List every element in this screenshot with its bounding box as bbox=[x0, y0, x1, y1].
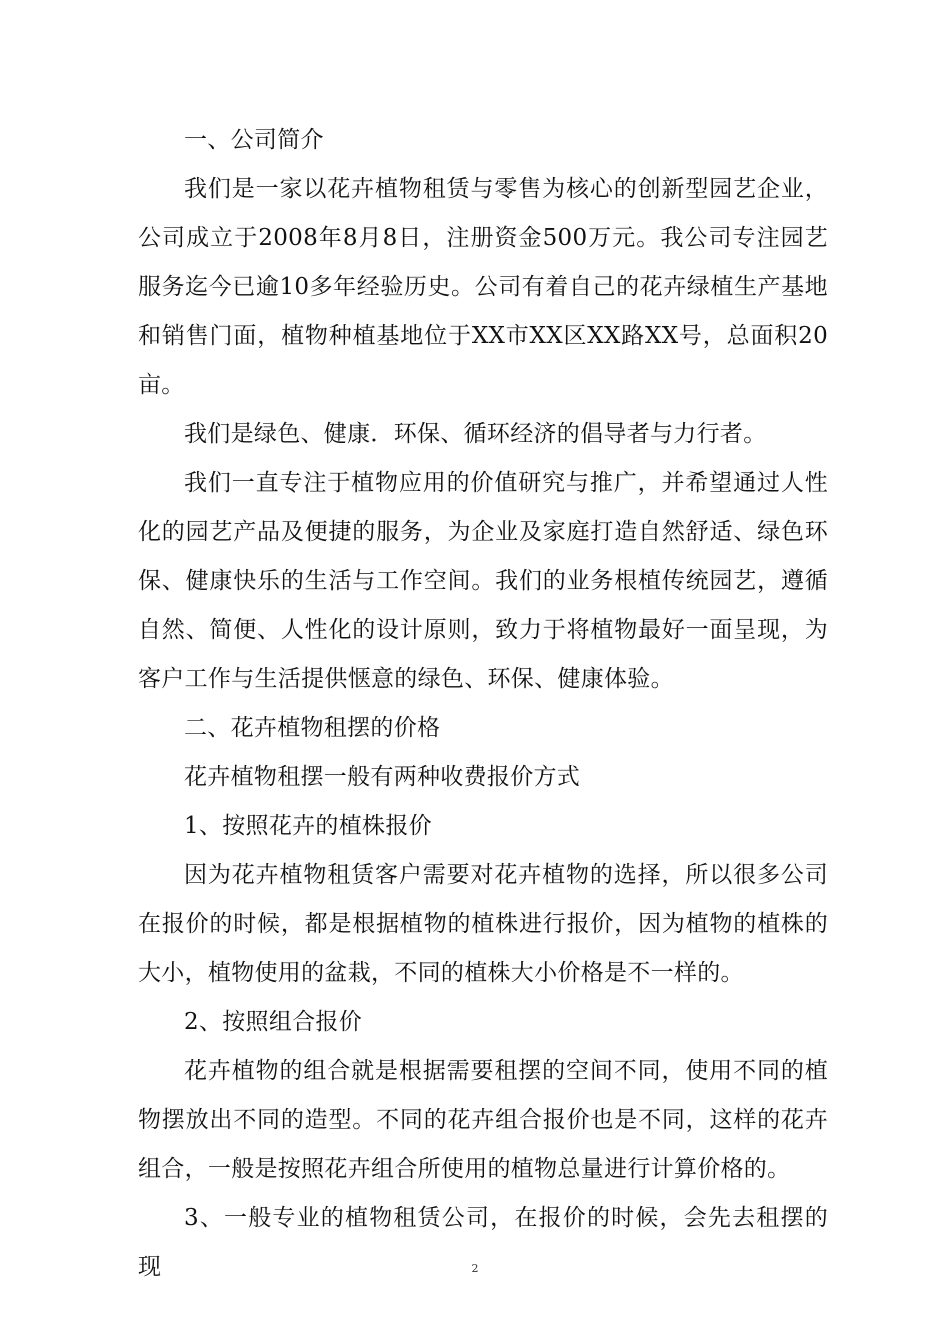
paragraph-mission: 我们一直专注于植物应用的价值研究与推广，并希望通过人性化的园艺产品及便捷的服务，为企业及家庭打造自然舒适、绿色环保、健康快乐的生活与工作空间。我们的业务根植传统园艺，遵循自然、简便、人性化的设计原则，致力于将植物最好一面呈现，为客户工作与生活提供惬意的绿色、环保、健康体验。 bbox=[138, 470, 828, 692]
paragraph-combination-pricing-detail: 花卉植物的组合就是根据需要租摆的空间不同，使用不同的植物摆放出不同的造型。不同的花卉组合报价也是不同，这样的花卉组合，一般是按照花卉组合所使用的植物总量进行计算价格的。 bbox=[138, 1058, 828, 1182]
document-body bbox=[138, 116, 828, 1292]
paragraph-company-overview: 我们是一家以花卉植物租赁与零售为核心的创新型园艺企业，公司成立于2008年8月8日，注册资金500万元。我公司专注园艺服务迄今已逾10多年经验历史。公司有着自己的花卉绿植生产基地和销售门面，植物种植基地位于XX市XX区XX路XX号，总面积20亩。 bbox=[138, 176, 828, 398]
paragraph-professional-company: 3、一般专业的植物租赁公司，在报价的时候，会先去租摆的现 bbox=[138, 1205, 828, 1280]
section-heading-company-intro: 一、公司简介 bbox=[184, 127, 324, 153]
paragraph-plant-pricing-detail: 因为花卉植物租赁客户需要对花卉植物的选择，所以很多公司在报价的时候，都是根据植物的植株进行报价，因为植物的植株的大小，植物使用的盆栽，不同的植株大小价格是不一样的。 bbox=[138, 862, 828, 986]
list-item-combination-pricing: 2、按照组合报价 bbox=[184, 1009, 363, 1035]
section-heading-rental-price: 二、花卉植物租摆的价格 bbox=[184, 715, 441, 741]
page-number: 2 bbox=[471, 1262, 479, 1275]
paragraph-pricing-methods: 花卉植物租摆一般有两种收费报价方式 bbox=[184, 764, 581, 790]
list-item-plant-pricing: 1、按照花卉的植株报价 bbox=[184, 813, 432, 839]
paragraph-green-advocate: 我们是绿色、健康．环保、循环经济的倡导者与力行者。 bbox=[184, 421, 767, 447]
